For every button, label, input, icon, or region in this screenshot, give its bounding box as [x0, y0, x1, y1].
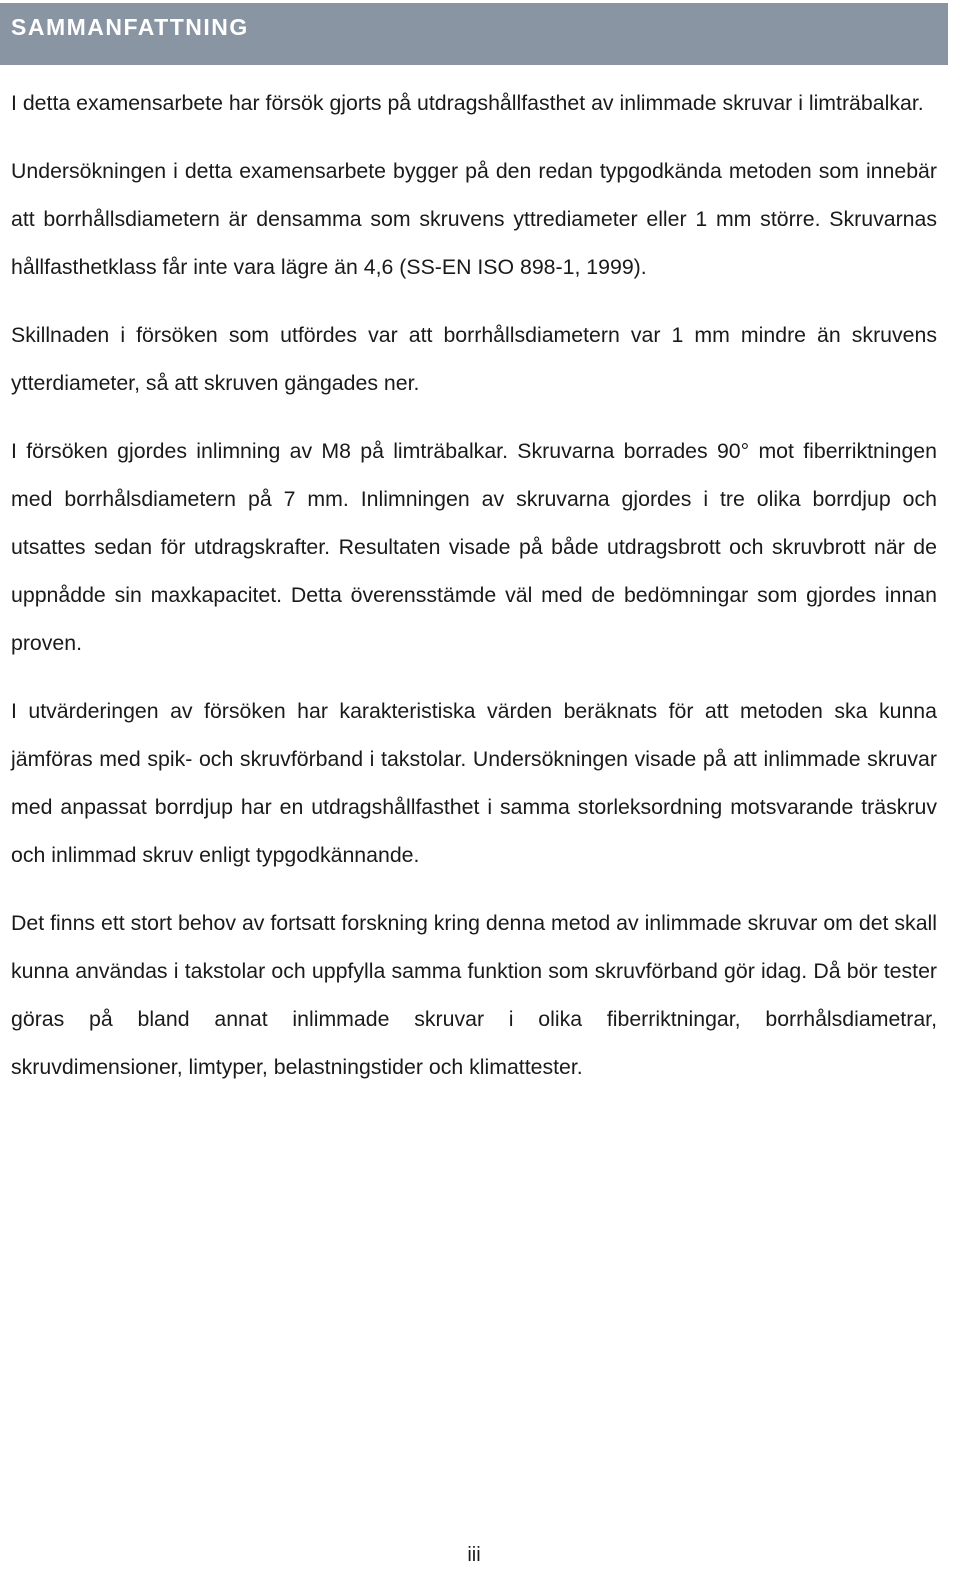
section-title: SAMMANFATTNING	[11, 14, 249, 40]
paragraph-2: Undersökningen i detta examensarbete bygger på den redan typgodkända metoden som innebär att borrhållsdiametern är densamma som skruvens yttrediameter eller 1 mm större. Skruvarnas hållfasthetklass får inte vara lägre än 4,6 (SS-EN ISO 898-1, 1999).	[11, 159, 937, 279]
paragraph-5: I utvärderingen av försöken har karakteristiska värden beräknats för att metoden ska kunna jämföras med spik- och skruvförband i takstolar. Undersökningen visade på att inlimmade skruvar med anpassat borrdjup har en utdragshållfasthet i samma storleksordning motsvarande träskruv och inlimmad skruv enligt typgodkännande.	[11, 699, 937, 867]
paragraph-6: Det finns ett stort behov av fortsatt forskning kring denna metod av inlimmade skruvar om det skall kunna användas i takstolar och uppfylla samma funktion som skruvförband gör idag. Då bör tester göras på bland annat inlimmade skruvar i olika fiberriktningar, borrhålsdiametrar, skruvdimensioner, limtyper, belastningstider och klimattester.	[11, 911, 937, 1079]
paragraph-1: I detta examensarbete har försök gjorts på utdragshållfasthet av inlimmade skruvar i limträbalkar.	[11, 91, 924, 115]
summary-body	[11, 79, 937, 1111]
page-number: iii	[467, 1544, 481, 1566]
paragraph-4: I försöken gjordes inlimning av M8 på limträbalkar. Skruvarna borrades 90° mot fiberriktningen med borrhålsdiametern på 7 mm. Inlimningen av skruvarna gjordes i tre olika borrdjup och utsattes sedan för utdragskrafter. Resultaten visade på både utdragsbrott och skruvbrott när de uppnådde sin maxkapacitet. Detta överensstämde väl med de bedömningar som gjordes innan proven.	[11, 439, 937, 655]
paragraph-3: Skillnaden i försöken som utfördes var att borrhållsdiametern var 1 mm mindre än skruvens ytterdiameter, så att skruven gängades ner.	[11, 323, 937, 395]
section-header-bar	[0, 3, 948, 65]
